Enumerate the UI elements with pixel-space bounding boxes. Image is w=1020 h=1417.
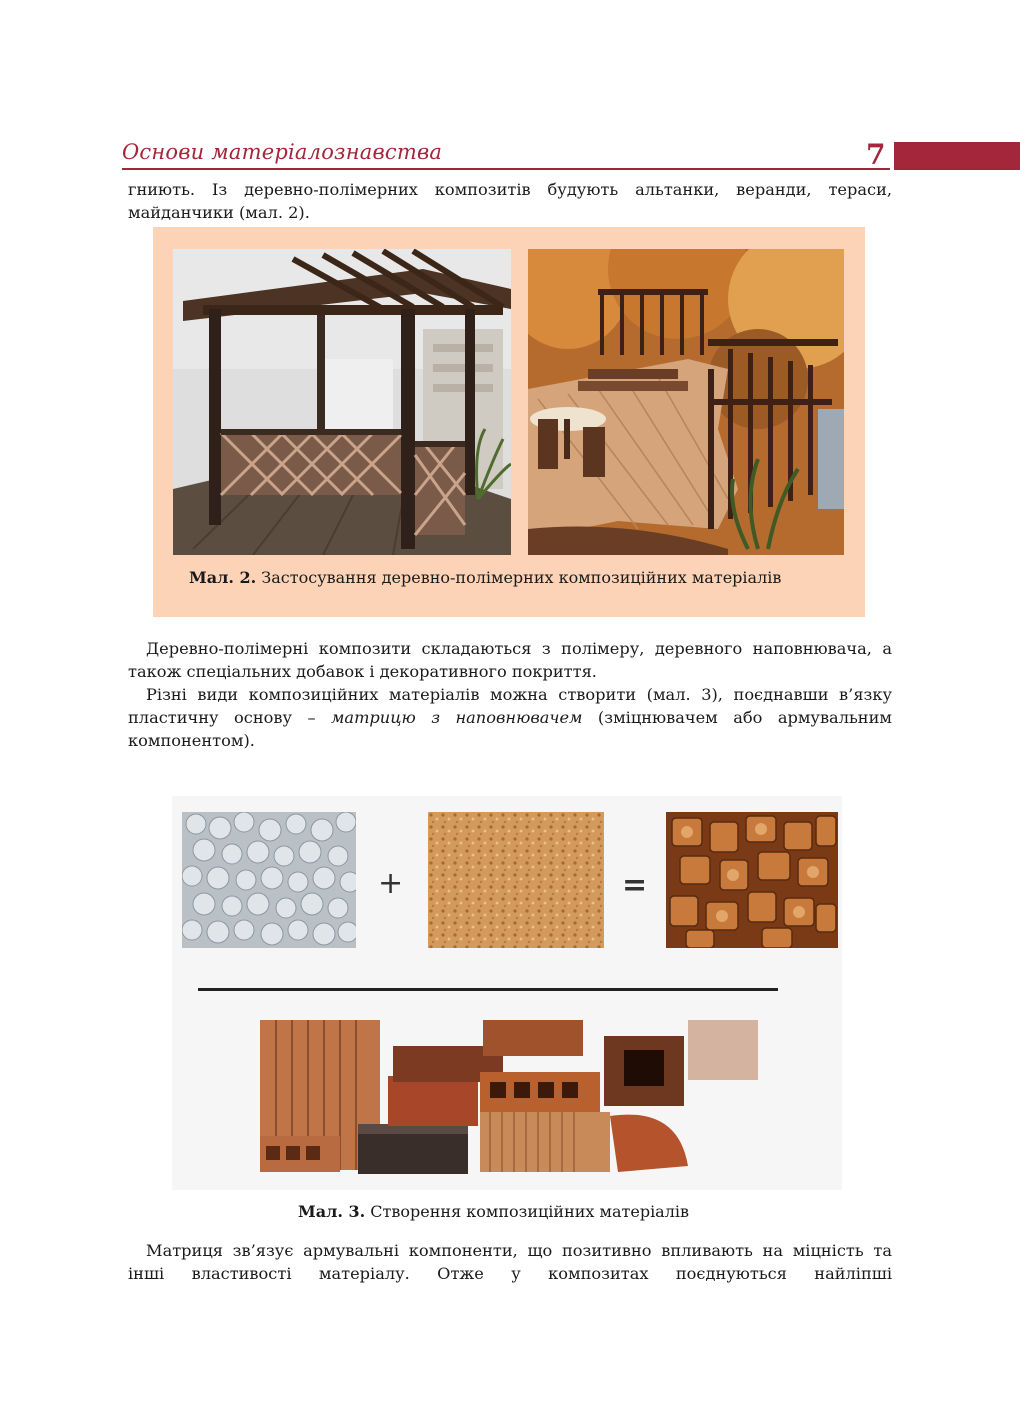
header-rule xyxy=(122,168,890,170)
page-tab-decoration xyxy=(894,142,1020,170)
figure-2-box xyxy=(153,227,865,617)
figure-3-label: Мал. 3. xyxy=(298,1202,366,1221)
paragraph-4: Матриця зв’язує армувальні компоненти, що позитивно впливають на міцність та інші властивості матеріалу. Отже у композитах поєднуються найліпші xyxy=(128,1241,892,1283)
paragraph-3-text-b: (зміцнювачем або армувальним компонентом). xyxy=(128,708,892,750)
page-number: 7 xyxy=(866,138,886,171)
figure-2-caption-text: Застосування деревно-полімерних композиційних матеріалів xyxy=(256,568,782,587)
figure-3-box xyxy=(172,796,842,1190)
polymer-granules-photo xyxy=(182,812,356,948)
paragraph-1 xyxy=(128,178,892,224)
figure-3-caption-text: Створення композиційних матеріалів xyxy=(365,1202,690,1221)
figure-3-caption xyxy=(298,1201,689,1223)
paragraph-3-italic: матрицю з наповнювачем xyxy=(331,708,583,727)
running-header-title: Основи матеріалознавства xyxy=(122,140,443,164)
gazebo-photo xyxy=(173,249,511,555)
equals-sign: = xyxy=(622,868,648,903)
paragraph-1-line-2: майданчики (мал. 2). xyxy=(128,203,310,222)
paragraph-2: Деревно-полімерні композити складаються з полімеру, деревного наповнювача, а також спеціальних добавок і декоративного покриття. xyxy=(128,639,892,681)
paragraph-1-line-1: гниють. Із деревно-полімерних композитів будують альтанки, веранди, тераси, xyxy=(128,180,892,199)
paragraph-3 xyxy=(128,683,892,752)
composite-pellets-photo xyxy=(666,812,838,948)
sawdust-photo xyxy=(428,812,604,948)
composite-products-photo xyxy=(258,1016,760,1176)
figure-2-caption xyxy=(189,567,781,589)
deck-photo xyxy=(528,249,844,555)
paragraph-3-text-a: Різні види композиційних матеріалів можна створити (мал. 3), поєднавши в’язку пластичну основу – xyxy=(128,685,892,727)
plus-sign: + xyxy=(378,866,404,901)
figure-3-divider xyxy=(198,988,778,991)
figure-2-label: Мал. 2. xyxy=(189,568,257,587)
